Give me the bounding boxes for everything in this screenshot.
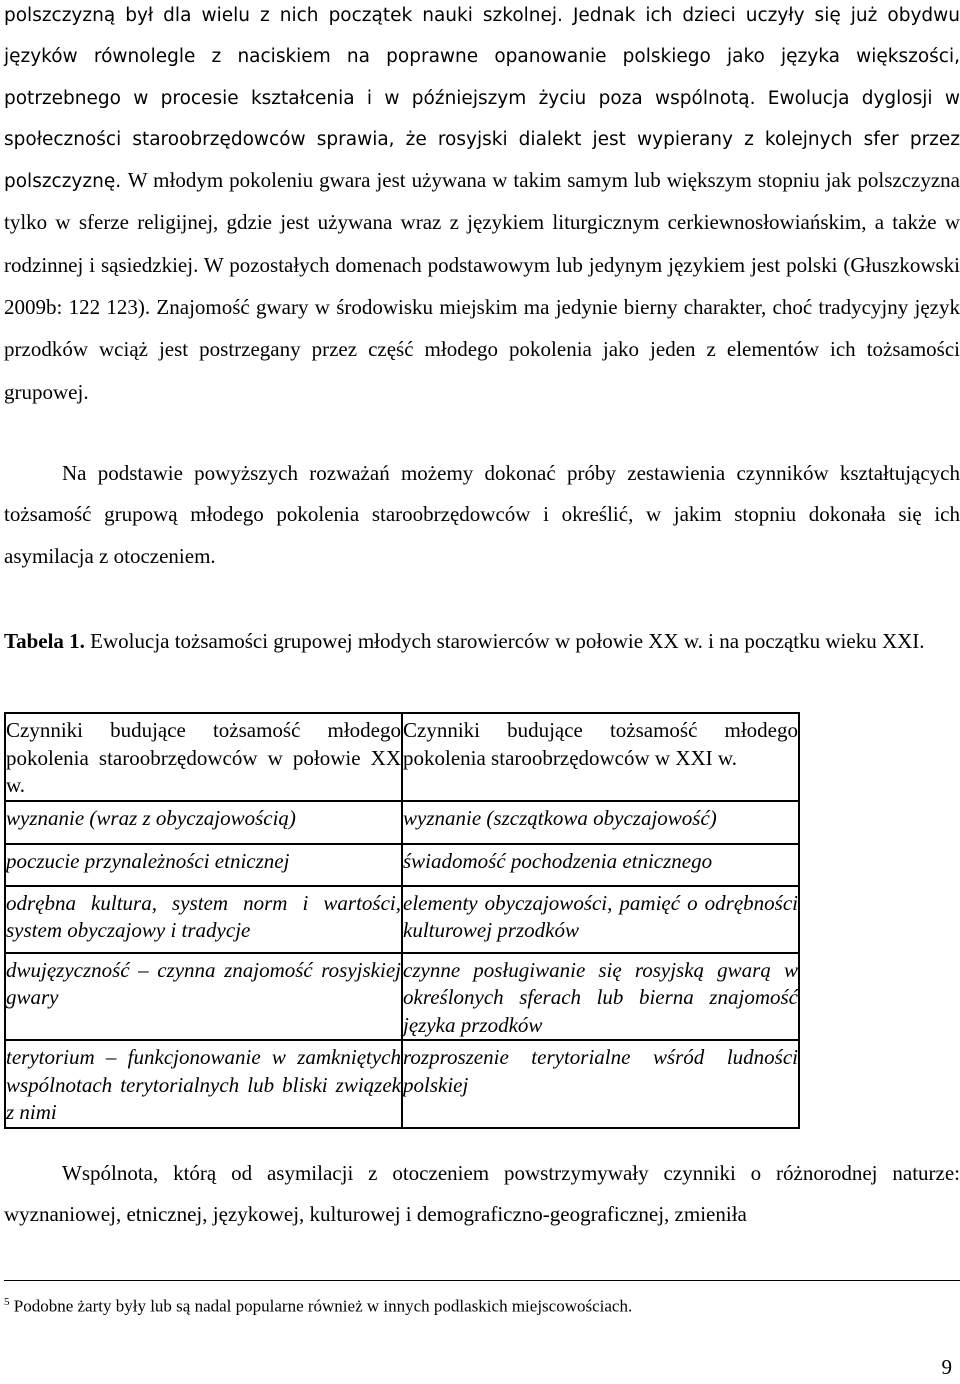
page-number: 9 xyxy=(941,1355,952,1379)
table-header-row xyxy=(5,713,799,801)
table-header-cell: Czynniki budujące tożsamość młodego pokolenia staroobrzędowców w połowie XX w. xyxy=(5,713,402,801)
footnote-divider xyxy=(4,1280,960,1281)
table-cell: dwujęzyczność – czynna znajomość rosyjskiej gwary xyxy=(5,953,402,1041)
paragraph-1-text: polszczyzną był dla wielu z nich początek nauki szkolnej. Jednak ich dzieci uczyły się już obydwu języków równolegle z naciskiem na poprawne opanowanie polskiego jako języka większości, potrzebnego w procesie kształcenia i w późniejszym życiu poza wspólnotą. Ewolucja dyglosji w społeczności staroobrzędowców sprawia, że rosyjski dialekt jest wypierany z kolejnych sfer przez polszczyznę. xyxy=(4,5,960,193)
table-cell: wyznanie (szczątkowa obyczajowość) xyxy=(402,801,799,844)
table-cell: czynne posługiwanie się rosyjską gwarą w określonych sferach lub bierna znajomość języka przodków xyxy=(402,953,799,1041)
table-caption xyxy=(4,620,960,662)
table-row xyxy=(5,886,799,953)
table-cell: terytorium – funkcjonowanie w zamkniętych wspólnotach terytorialnych lub bliski związek z nimi xyxy=(5,1040,402,1128)
paragraph-3 xyxy=(4,1153,960,1236)
table-cell: wyznanie (wraz z obyczajowością) xyxy=(5,801,402,844)
table-cell: świadomość pochodzenia etnicznego xyxy=(402,844,799,886)
table-cell: rozproszenie terytorialne wśród ludności polskiej xyxy=(402,1040,799,1128)
table-cell: poczucie przynależności etnicznej xyxy=(5,844,402,886)
paragraph-2 xyxy=(4,453,960,577)
table-cell: odrębna kultura, system norm i wartości, system obyczajowy i tradycje xyxy=(5,886,402,953)
footnote-number: 5 xyxy=(4,1296,10,1308)
table-caption-text: Ewolucja tożsamości grupowej młodych starowierców w połowie XX w. i na początku wieku XXI. xyxy=(84,629,925,653)
paragraph-1-serif-text: W młodym pokoleniu gwara jest używana w takim samym lub większym stopniu jak polszczyzna tylko w sferze religijnej, gdzie jest używana wraz z językiem liturgicznym cerkiewnosłowiańskim, a także w rodzinnej i sąsiedzkiej. W pozostałych domenach podstawowym lub jedynym językiem jest polski (Głuszkowski 2009b: 122 123). Znajomość gwary w środowisku miejskim ma jedynie bierny charakter, choć tradycyjny język przodków wciąż jest postrzegany przez część młodego pokolenia jako jeden z elementów ich tożsamości grupowej. xyxy=(4,168,960,404)
table-row xyxy=(5,844,799,886)
paragraph-3-text: Wspólnota, którą od asymilacji z otoczeniem powstrzymywały czynniki o różnorodnej naturze: wyznaniowej, etnicznej, językowej, kulturowej i demograficzno-geograficznej, zmieniła xyxy=(4,1161,960,1227)
footnote xyxy=(4,1290,632,1319)
table-row xyxy=(5,801,799,844)
table-row xyxy=(5,1040,799,1128)
footnote-text: Podobne żarty były lub są nadal popularne również w innych podlaskich miejscowościach. xyxy=(9,1296,633,1316)
table-cell: elementy obyczajowości, pamięć o odrębności kulturowej przodków xyxy=(402,886,799,953)
table-header-cell: Czynniki budujące tożsamość młodego pokolenia staroobrzędowców w XXI w. xyxy=(402,713,799,801)
comparison-table xyxy=(4,712,800,1129)
paragraph-2-text: Na podstawie powyższych rozważań możemy dokonać próby zestawienia czynników kształtujących tożsamość grupową młodego pokolenia staroobrzędowców i określić, w jakim stopniu dokonała się ich asymilacja z otoczeniem. xyxy=(4,461,960,568)
table-caption-label: Tabela 1. xyxy=(4,629,85,653)
paragraph-1 xyxy=(4,0,960,414)
table-row xyxy=(5,953,799,1041)
